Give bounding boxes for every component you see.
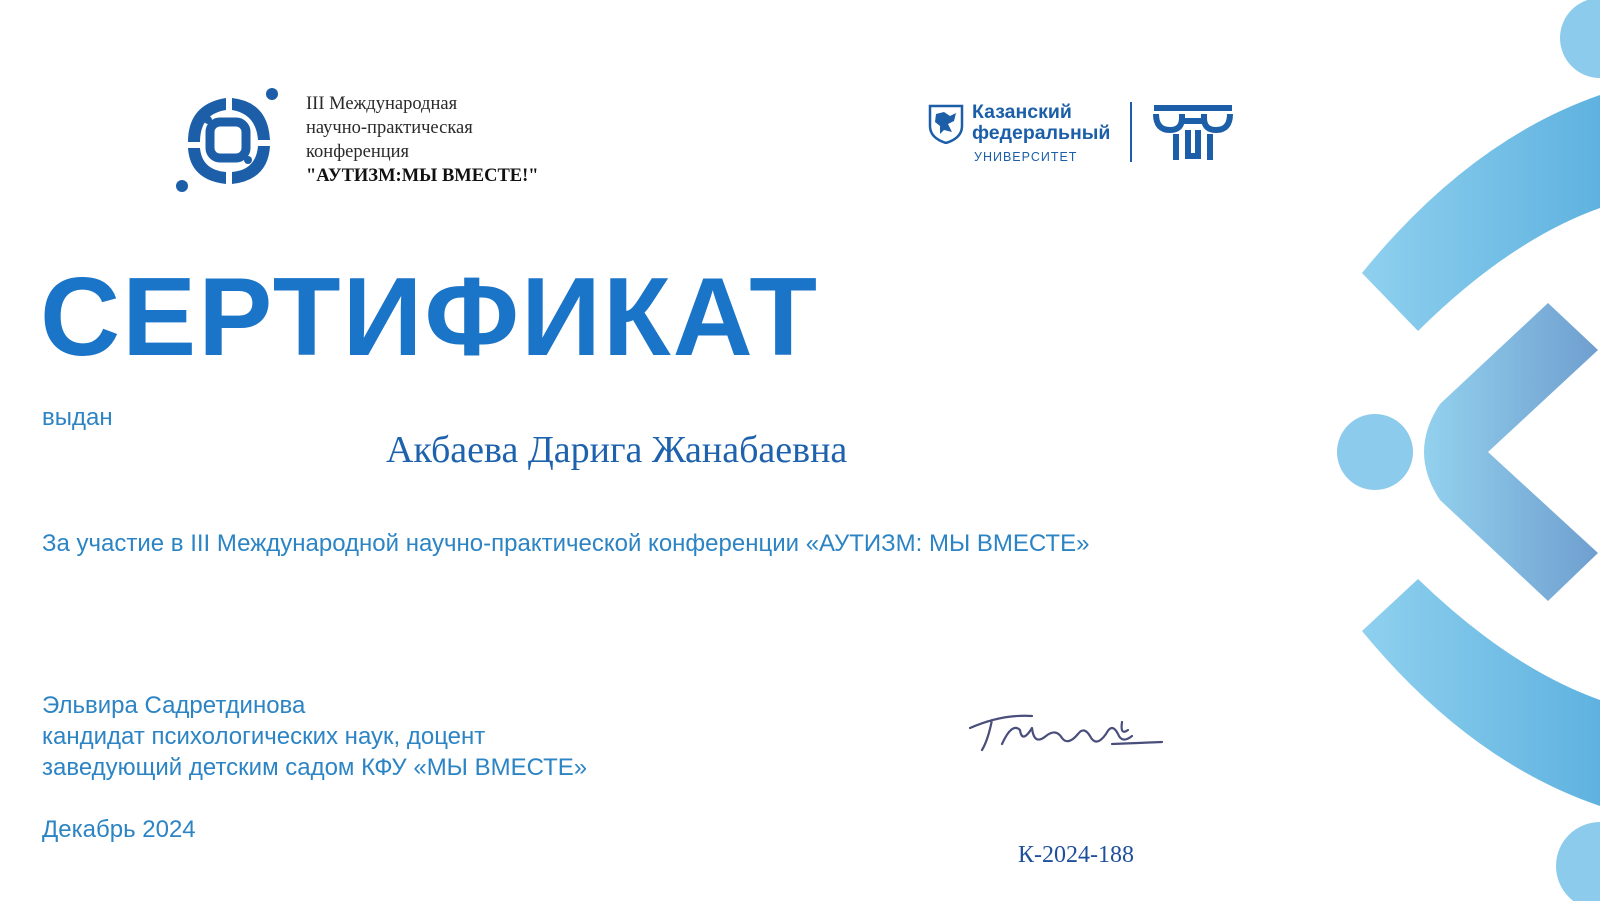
handwritten-signature-icon (962, 700, 1182, 780)
signer-degree: кандидат психологических наук, доцент (42, 723, 486, 750)
signer-name: Эльвира Садретдинова (42, 692, 306, 719)
kfu-logo (928, 100, 1238, 170)
decor-arc-top (1362, 95, 1600, 331)
kfu-shield-emblem-icon (928, 104, 964, 144)
recipient-name: Акбаева Дарига Жанабаевна (386, 429, 848, 471)
kfu-name-line-3: УНИВЕРСИТЕТ (974, 150, 1078, 164)
conference-line-1: III Международная (306, 94, 458, 114)
conference-line-4: "АУТИЗМ:МЫ ВМЕСТЕ!" (306, 166, 539, 186)
decor-chevron (1424, 303, 1598, 601)
decor-dot-middle (1337, 414, 1413, 490)
participation-reason: За участие в III Международной научно-практической конференции «АУТИЗМ: МЫ ВМЕСТЕ» (42, 530, 1090, 557)
issue-date: Декабрь 2024 (42, 816, 196, 843)
kfu-name-line-1: Казанский (972, 101, 1072, 123)
column-capital-logo-icon (1152, 100, 1234, 162)
conference-line-3: конференция (306, 142, 410, 162)
certificate-title: СЕРТИФИКАТ (40, 255, 820, 379)
kfu-divider (1130, 102, 1132, 162)
certificate-number: К-2024-188 (1018, 842, 1134, 868)
conference-ring-logo-icon (176, 86, 280, 192)
signer-block (42, 690, 587, 783)
kfu-name-line-2: федеральный (972, 122, 1111, 144)
issued-label: выдан (42, 404, 113, 431)
decor-arc-bottom (1362, 579, 1600, 806)
signer-position: заведующий детским садом КФУ «МЫ ВМЕСТЕ» (42, 754, 588, 781)
decor-dot-bottom (1556, 822, 1600, 901)
conference-line-2: научно-практическая (306, 118, 473, 138)
decor-dot-top (1560, 0, 1600, 78)
conference-title-block (306, 92, 539, 188)
kfu-name (972, 102, 1110, 144)
